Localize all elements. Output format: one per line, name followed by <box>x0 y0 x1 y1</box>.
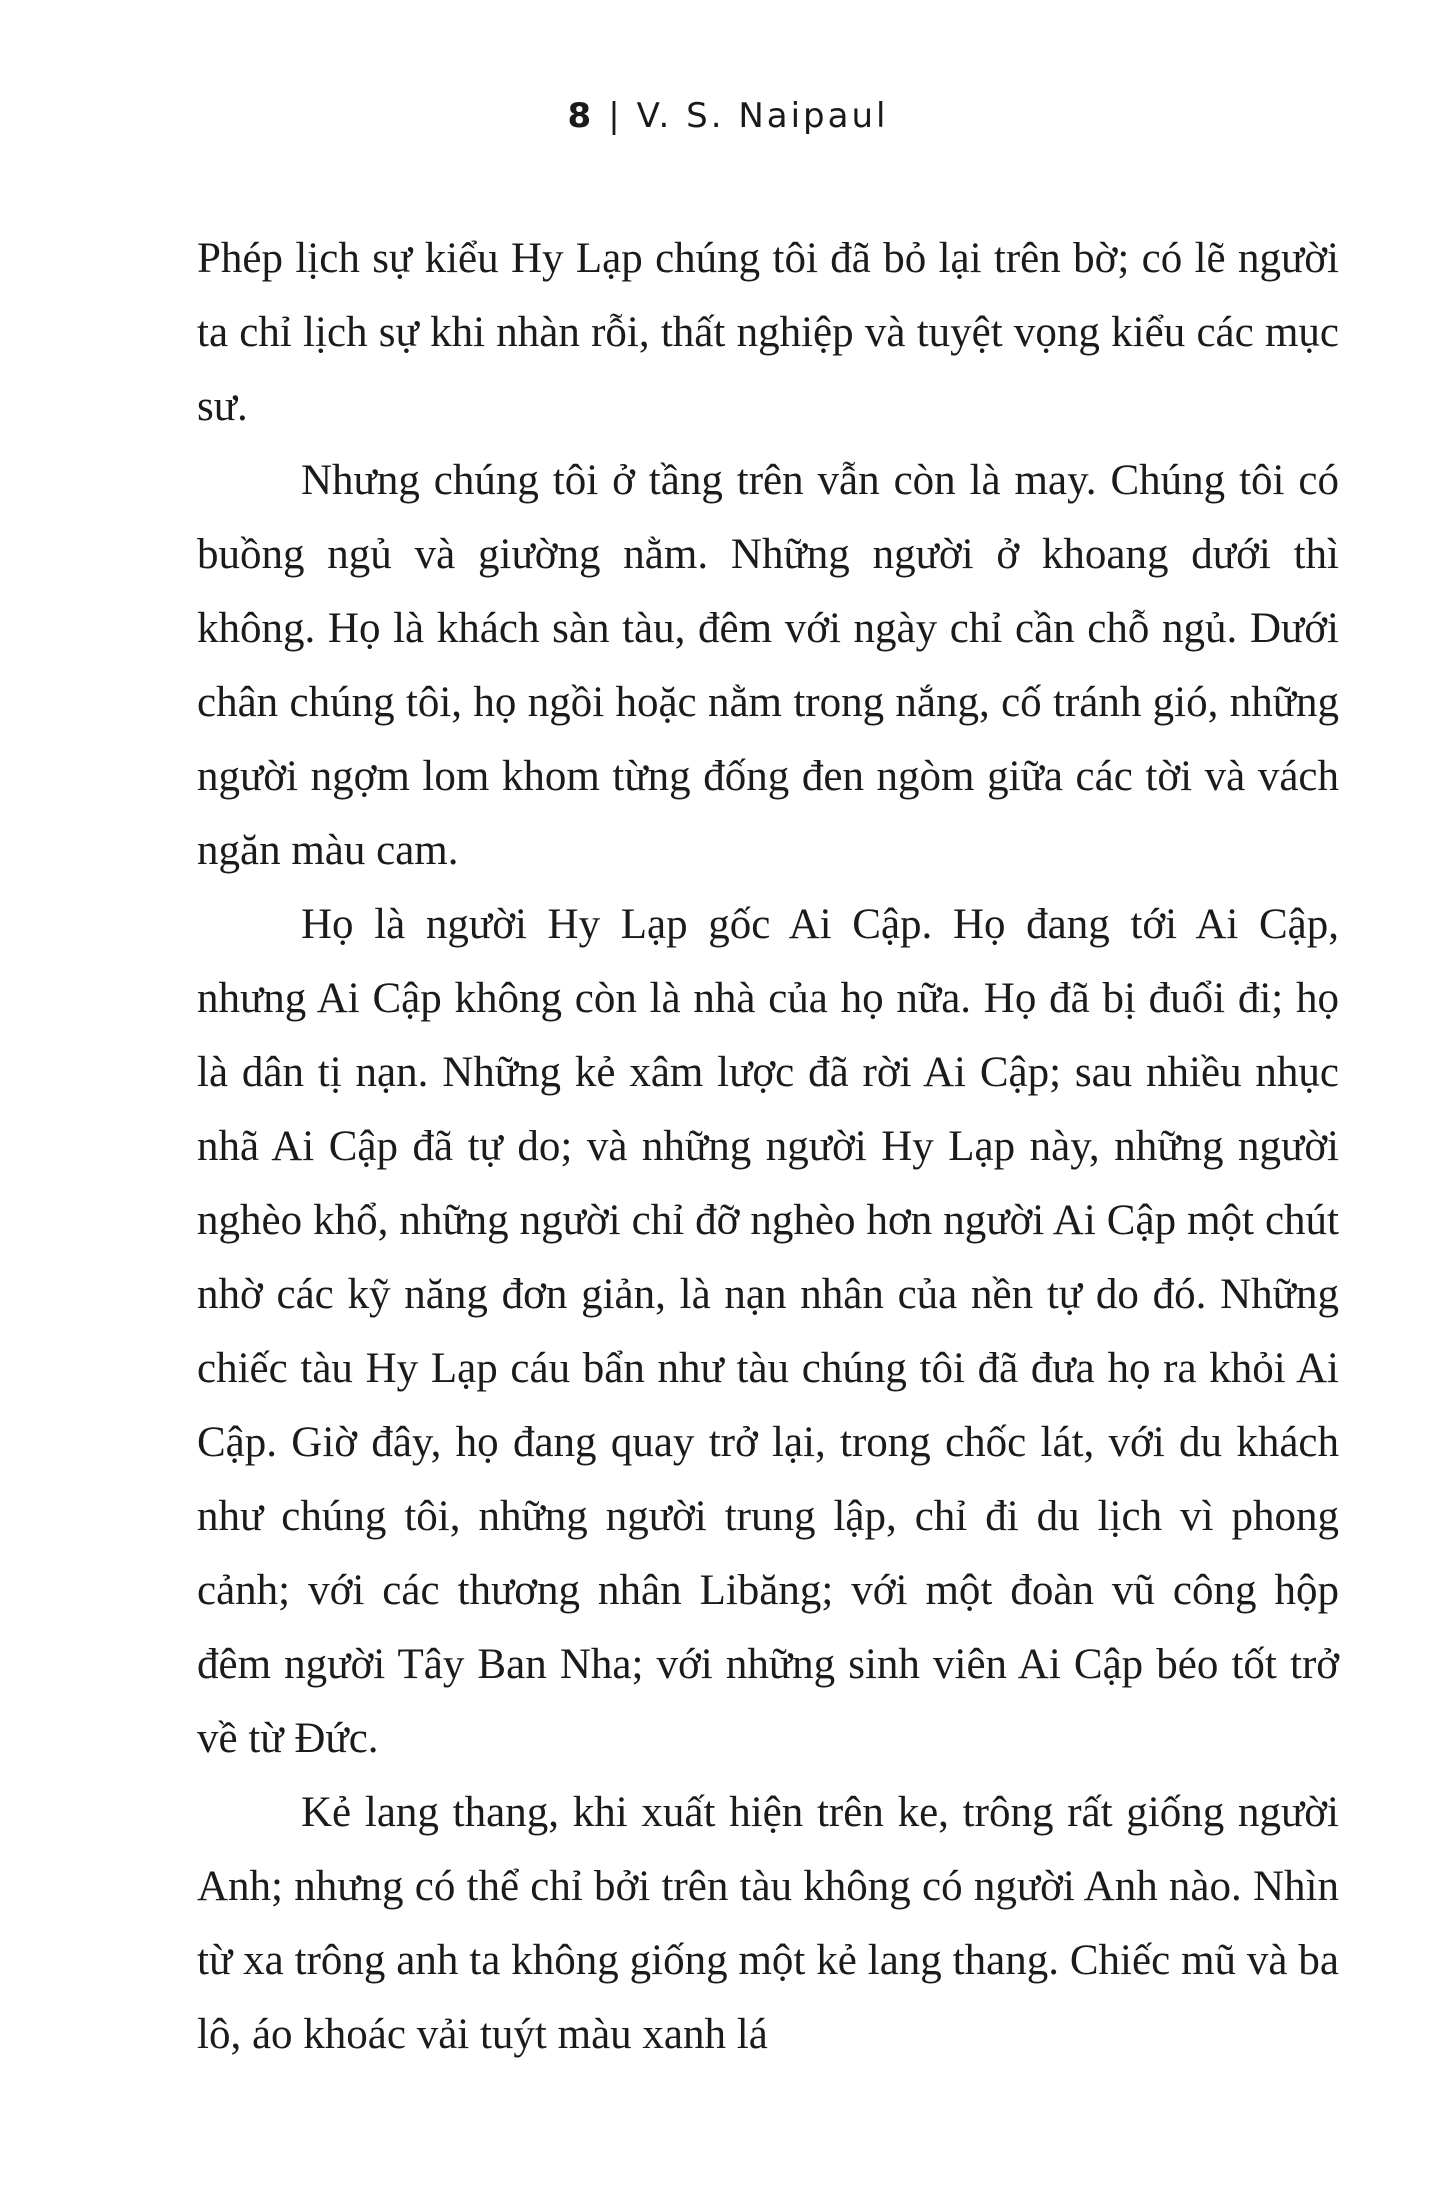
header-separator: | <box>608 96 623 136</box>
body-text <box>197 222 1339 2072</box>
paragraph-4: Kẻ lang thang, khi xuất hiện trên ke, trông rất giống người Anh; nhưng có thể chỉ bởi trên tàu không có người Anh nào. Nhìn từ xa trông anh ta không giống một kẻ lang thang. Chiếc mũ và ba lô, áo khoác vải tuýt màu xanh lá <box>197 1789 1339 2058</box>
paragraph-1: Phép lịch sự kiểu Hy Lạp chúng tôi đã bỏ lại trên bờ; có lẽ người ta chỉ lịch sự khi nhàn rỗi, thất nghiệp và tuyệt vọng kiểu các mục sư. <box>197 235 1339 430</box>
author-name: V. S. Naipaul <box>636 96 889 136</box>
page-number: 8 <box>567 96 595 136</box>
running-head <box>0 96 1456 136</box>
paragraph-3: Họ là người Hy Lạp gốc Ai Cập. Họ đang tới Ai Cập, nhưng Ai Cập không còn là nhà của họ nữa. Họ đã bị đuổi đi; họ là dân tị nạn. Những kẻ xâm lược đã rời Ai Cập; sau nhiều nhục nhã Ai Cập đã tự do; và những người Hy Lạp này, những người nghèo khổ, những người chỉ đỡ nghèo hơn người Ai Cập một chút nhờ các kỹ năng đơn giản, là nạn nhân của nền tự do đó. Những chiếc tàu Hy Lạp cáu bẩn như tàu chúng tôi đã đưa họ ra khỏi Ai Cập. Giờ đây, họ đang quay trở lại, trong chốc lát, với du khách như chúng tôi, những người trung lập, chỉ đi du lịch vì phong cảnh; với các thương nhân Libăng; với một đoàn vũ công hộp đêm người Tây Ban Nha; với những sinh viên Ai Cập béo tốt trở về từ Đức. <box>197 901 1339 1762</box>
paragraph-2: Nhưng chúng tôi ở tầng trên vẫn còn là may. Chúng tôi có buồng ngủ và giường nằm. Những người ở khoang dưới thì không. Họ là khách sàn tàu, đêm với ngày chỉ cần chỗ ngủ. Dưới chân chúng tôi, họ ngồi hoặc nằm trong nắng, cố tránh gió, những người ngợm lom khom từng đống đen ngòm giữa các tời và vách ngăn màu cam. <box>197 457 1339 874</box>
